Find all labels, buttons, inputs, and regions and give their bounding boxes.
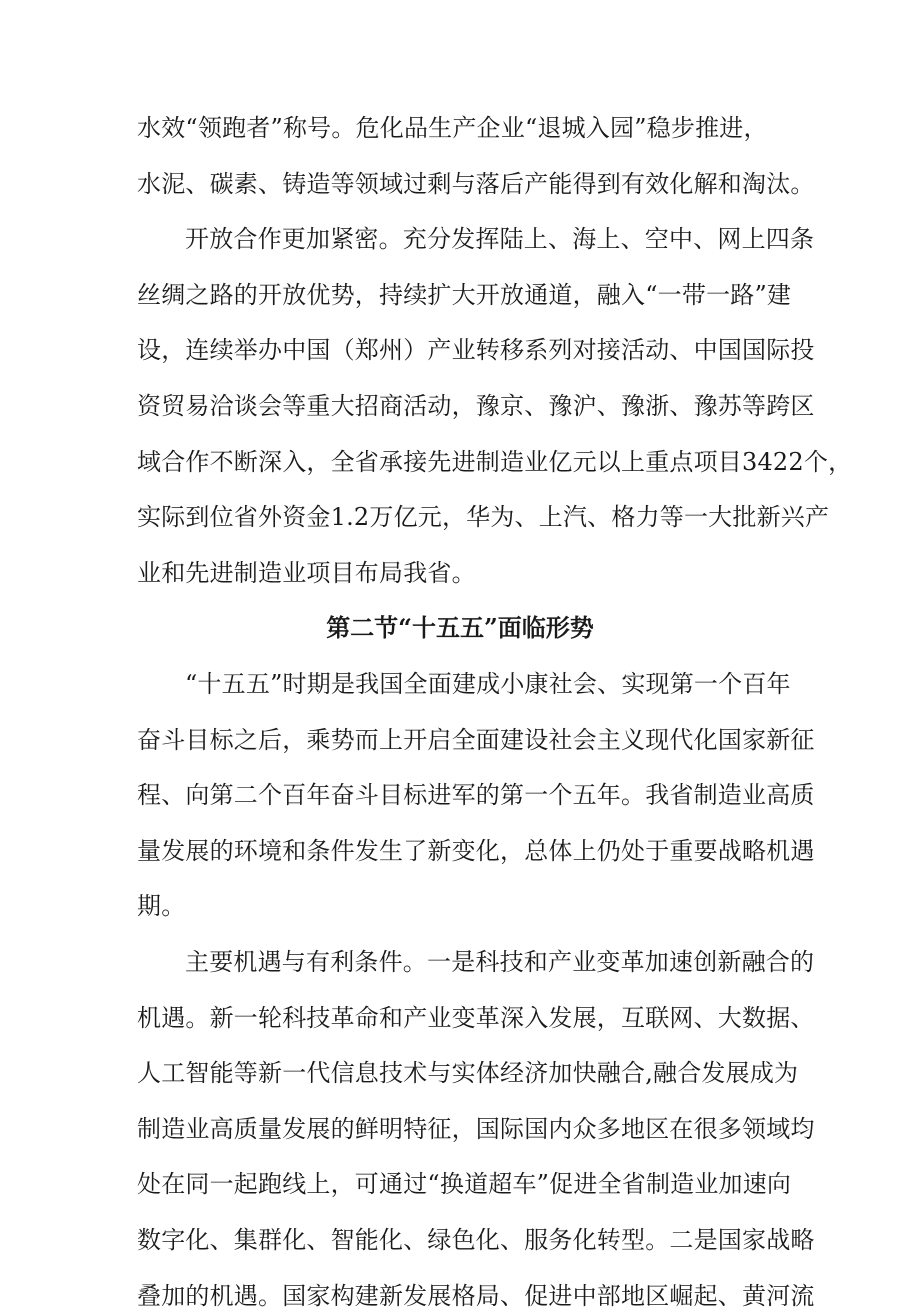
paragraph-line: 水泥、碳素、铸造等领域过剩与落后产能得到有效化解和淘汰。 <box>137 170 815 198</box>
paragraph-line: 域合作不断深入，全省承接先进制造业亿元以上重点项目3422个， <box>137 448 853 476</box>
paragraph-line: 业和先进制造业项目布局我省。 <box>137 559 476 587</box>
paragraph-line: 处在同一起跑线上，可通过“换道超车”促进全省制造业加速向 <box>137 1170 792 1198</box>
paragraph-line: 制造业高质量发展的鲜明特征，国际国内众多地区在很多领域均 <box>137 1115 815 1143</box>
paragraph-line: 机遇。新一轮科技革命和产业变革深入发展，互联网、大数据、 <box>137 1004 815 1032</box>
paragraph-line: 叠加的机遇。国家构建新发展格局、促进中部地区崛起、黄河流 <box>137 1282 815 1310</box>
paragraph-line: 期。 <box>137 892 186 920</box>
paragraph-line: “十五五”时期是我国全面建成小康社会、实现第一个百年 <box>185 670 791 698</box>
paragraph-line: 数字化、集群化、智能化、绿色化、服务化转型。二是国家战略 <box>137 1226 815 1254</box>
paragraph-line: 资贸易洽谈会等重大招商活动，豫京、豫沪、豫浙、豫苏等跨区 <box>137 392 815 420</box>
paragraph-line: 设，连续举办中国（郑州）产业转移系列对接活动、中国国际投 <box>137 336 815 364</box>
paragraph-line: 开放合作更加紧密。充分发挥陆上、海上、空中、网上四条 <box>185 225 815 253</box>
paragraph-line: 程、向第二个百年奋斗目标进军的第一个五年。我省制造业高质 <box>137 781 815 809</box>
paragraph-line: 实际到位省外资金1.2万亿元，华为、上汽、格力等一大批新兴产 <box>137 503 830 531</box>
paragraph-line: 奋斗目标之后，乘势而上开启全面建设社会主义现代化国家新征 <box>137 726 815 754</box>
paragraph-line: 主要机遇与有利条件。一是科技和产业变革加速创新融合的 <box>185 948 815 976</box>
paragraph-line: 人工智能等新一代信息技术与实体经济加快融合,融合发展成为 <box>137 1059 799 1087</box>
paragraph-line: 丝绸之路的开放优势，持续扩大开放通道，融入“一带一路”建 <box>137 281 792 309</box>
paragraph-line: 量发展的环境和条件发生了新变化，总体上仍处于重要战略机遇 <box>137 837 815 865</box>
paragraph-line: 水效“领跑者”称号。危化品生产企业“退城入园”稳步推进， <box>137 114 768 142</box>
section-heading: 第二节“十五五”面临形势 <box>326 613 594 642</box>
